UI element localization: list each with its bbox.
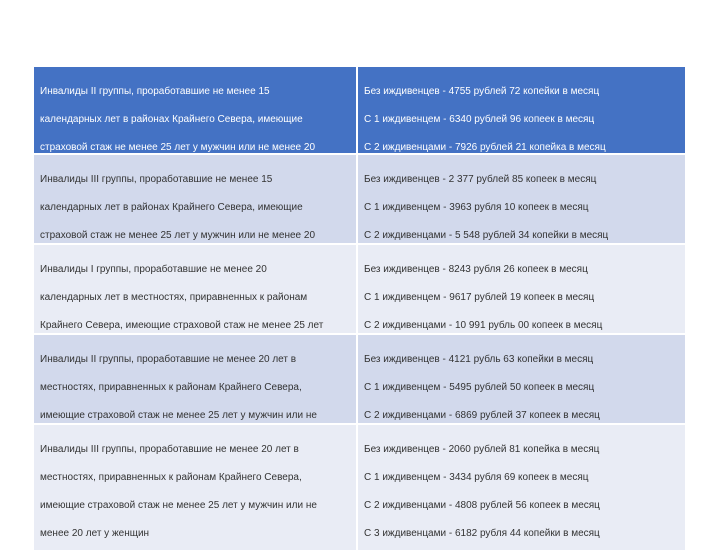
category-line: местностях, приравненных к районам Крайнего Севера, <box>40 382 302 393</box>
amount-line: С 1 иждивенцем - 3963 рубля 10 копеек в месяц <box>364 202 589 213</box>
category-cell <box>34 245 358 333</box>
table-row <box>34 245 685 335</box>
amounts-cell <box>358 335 685 423</box>
amount-line: С 2 иждивенцами - 5 548 рублей 34 копейки в месяц <box>364 230 609 241</box>
category-cell <box>34 67 358 153</box>
category-line: страховой стаж не менее 25 лет у мужчин или не менее 20 <box>40 142 316 153</box>
amount-line: С 2 иждивенцами - 4808 рублей 56 копеек в месяц <box>364 500 600 511</box>
category-cell <box>34 335 358 423</box>
category-line: местностях, приравненных к районам Крайнего Севера, <box>40 472 302 483</box>
category-line: Инвалиды III группы, проработавшие не менее 15 <box>40 174 273 185</box>
amount-line: Без иждивенцев - 2060 рублей 81 копейка в месяц <box>364 444 600 455</box>
category-line: имеющие страховой стаж не менее 25 лет у мужчин или не <box>40 410 317 421</box>
amount-line: С 2 иждивенцами - 7926 рублей 21 копейка в месяц <box>364 142 606 153</box>
amount-line: С 1 иждивенцем - 6340 рублей 96 копеек в месяц <box>364 114 595 125</box>
table-row <box>34 67 685 155</box>
amounts-cell <box>358 67 685 153</box>
table-row <box>34 155 685 245</box>
amount-line: Без иждивенцев - 4121 рубль 63 копейки в месяц <box>364 354 594 365</box>
category-line: календарных лет в местностях, приравненных к районам <box>40 292 308 303</box>
category-line: Инвалиды II группы, проработавшие не менее 15 <box>40 86 270 97</box>
amounts-cell <box>358 245 685 333</box>
amount-line: С 2 иждивенцами - 10 991 рубль 00 копеек в месяц <box>364 320 603 331</box>
amount-line: С 1 иждивенцем - 9617 рублей 19 копеек в месяц <box>364 292 595 303</box>
category-line: менее 20 лет у женщин <box>40 528 150 539</box>
amounts-cell <box>358 155 685 243</box>
category-cell <box>34 425 358 550</box>
amount-line: Без иждивенцев - 8243 рубля 26 копеек в месяц <box>364 264 588 275</box>
amount-line: С 2 иждивенцами - 6869 рублей 37 копеек в месяц <box>364 410 600 421</box>
category-line: Инвалиды I группы, проработавшие не менее 20 <box>40 264 267 275</box>
category-cell <box>34 155 358 243</box>
category-line: Инвалиды II группы, проработавшие не менее 20 лет в <box>40 354 297 365</box>
amount-line: С 3 иждивенцами - 6182 рубля 44 копейки в месяц <box>364 528 600 539</box>
category-line: календарных лет в районах Крайнего Севера, имеющие <box>40 202 303 213</box>
amount-line: Без иждивенцев - 2 377 рублей 85 копеек в месяц <box>364 174 597 185</box>
amount-line: С 1 иждивенцем - 3434 рубля 69 копеек в месяц <box>364 472 589 483</box>
amount-line: С 1 иждивенцем - 5495 рублей 50 копеек в месяц <box>364 382 595 393</box>
amount-line: Без иждивенцев - 4755 рублей 72 копейки в месяц <box>364 86 600 97</box>
amounts-cell <box>358 425 685 550</box>
category-line: имеющие страховой стаж не менее 25 лет у мужчин или не <box>40 500 317 511</box>
category-line: страховой стаж не менее 25 лет у мужчин или не менее 20 <box>40 230 316 241</box>
category-line: Крайнего Севера, имеющие страховой стаж не менее 25 лет <box>40 320 324 331</box>
benefits-table <box>34 67 685 550</box>
table-row <box>34 335 685 425</box>
category-line: Инвалиды III группы, проработавшие не менее 20 лет в <box>40 444 299 455</box>
category-line: календарных лет в районах Крайнего Севера, имеющие <box>40 114 303 125</box>
table-row <box>34 425 685 550</box>
